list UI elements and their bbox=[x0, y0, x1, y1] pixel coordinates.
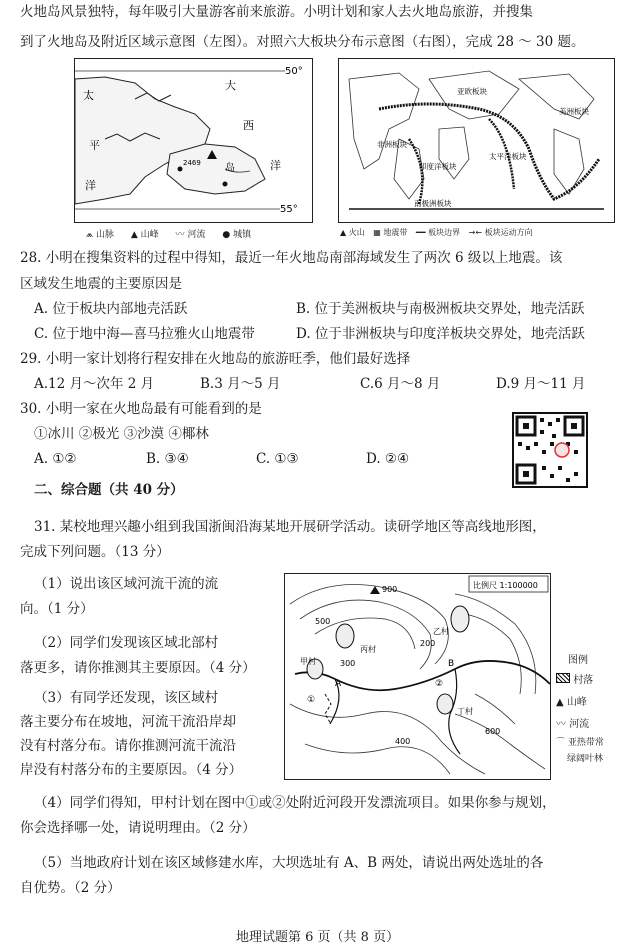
village-ding-label: 丁村 bbox=[457, 707, 473, 716]
qr-finder-bl-center bbox=[523, 471, 529, 477]
q31-part3-line-1: （3）有同学还发现，该区域村 bbox=[34, 690, 219, 706]
q31-part4-line-2: 你会选择哪一处，请说明理由。（2 分） bbox=[20, 820, 256, 836]
q30-stem: 30. 小明一家在火地岛最有可能看到的是 bbox=[20, 401, 262, 417]
qr-finder-tl-center bbox=[523, 423, 529, 429]
q30-option-a: A. ①② bbox=[34, 451, 77, 467]
indian-plate-label: 印度洋板块 bbox=[419, 162, 457, 171]
contour-line bbox=[475, 694, 515, 724]
q31-stem-line-2: 完成下列问题。（13 分） bbox=[20, 544, 170, 560]
q30-option-c: C. ①③ bbox=[256, 451, 299, 467]
forest-legend-icon: ⌒ bbox=[556, 738, 566, 748]
atlantic-label-2: 西 bbox=[243, 119, 254, 132]
intro-line-1: 火地岛风景独特，每年吸引大量游客前来旅游。小明计划和家人去火地岛旅游，并搜集 bbox=[20, 4, 533, 20]
village-yi-label: 乙村 bbox=[433, 627, 449, 636]
qr-center-badge bbox=[555, 443, 569, 457]
plates-map bbox=[338, 58, 615, 223]
village-bing bbox=[336, 624, 354, 648]
main-river bbox=[295, 661, 550, 690]
contour-900-label: 900 bbox=[382, 585, 398, 594]
contour-line bbox=[305, 744, 450, 774]
legend-mountain: 山脉 bbox=[95, 230, 114, 240]
legend-forest-2: 绿阔叶林 bbox=[567, 754, 604, 764]
qr-module bbox=[550, 442, 554, 446]
q31-part2-line-2: 落更多，请你推测其主要原因。（4 分） bbox=[20, 660, 256, 676]
contour-line bbox=[455, 714, 545, 769]
q31-part5-line-2: 自优势。（2 分） bbox=[20, 880, 121, 896]
river-legend-icon: 〰 bbox=[175, 230, 185, 240]
peak-legend-icon: ▲ bbox=[130, 230, 138, 240]
village-legend-icon bbox=[556, 673, 570, 683]
pacific-plate-label: 太平洋板块 bbox=[489, 152, 527, 161]
village-bing-label: 丙村 bbox=[360, 645, 376, 654]
q30-items: ①冰川 ②极光 ③沙漠 ④椰林 bbox=[34, 426, 209, 442]
qr-module bbox=[540, 418, 544, 422]
contour-line bbox=[455, 594, 536, 694]
contour-map bbox=[284, 573, 551, 780]
antarctic-plate-label: 南极洲板块 bbox=[414, 199, 452, 208]
continent-outline-1 bbox=[349, 73, 419, 169]
q29-option-a: A.12 月～次年 2 月 bbox=[34, 376, 155, 392]
q31-part5-line-1: （5）当地政府计划在该区域修建水库，大坝选址有 A、B 两处，请说出两处选址的各 bbox=[34, 855, 544, 871]
america-plate-label: 美洲板块 bbox=[559, 107, 589, 116]
africa-plate-label: 非洲板块 bbox=[377, 140, 407, 149]
q29-option-d: D.9 月～11 月 bbox=[496, 376, 586, 392]
qr-module bbox=[542, 466, 546, 470]
dam-site-a-label: A bbox=[335, 679, 342, 689]
q31-part3-line-3: 没有村落分布。请你推测河流干流沿 bbox=[20, 738, 236, 754]
village-jia-label: 甲村 bbox=[300, 657, 316, 666]
river-legend-icon: 〰 bbox=[556, 719, 566, 730]
qr-module bbox=[542, 450, 546, 454]
legend-peak-row bbox=[556, 693, 587, 708]
town-dot bbox=[178, 167, 183, 172]
legend-village-row bbox=[556, 671, 593, 686]
q31-stem-line-1: 31. 某校地理兴趣小组到我国浙闽沿海某地开展研学活动。读研学地区等高线地形图， bbox=[34, 519, 546, 535]
contour-line bbox=[465, 614, 521, 694]
q30-option-d: D. ②④ bbox=[366, 451, 410, 467]
legend-village: 村落 bbox=[573, 675, 594, 686]
q28-stem-line-2: 区域发生地震的主要原因是 bbox=[20, 276, 182, 292]
contour-line bbox=[300, 600, 431, 669]
contour-map-svg bbox=[285, 574, 550, 779]
rafting-site-2-label: ② bbox=[435, 679, 444, 689]
q28-option-d: D. 位于非洲板块与印度洋板块交界处，地壳活跃 bbox=[296, 326, 585, 342]
legend-river: 河流 bbox=[187, 230, 206, 240]
legend-town: 城镇 bbox=[233, 230, 252, 240]
qr-finder-tr-center bbox=[571, 423, 577, 429]
lat-50-label: 50° bbox=[285, 66, 303, 77]
q30-option-b: B. ③④ bbox=[146, 451, 189, 467]
right-map-legend bbox=[340, 227, 533, 238]
q28-option-a: A. 位于板块内部地壳活跃 bbox=[34, 301, 188, 317]
qr-module bbox=[566, 478, 570, 482]
q29-stem: 29. 小明一家计划将行程安排在火地岛的旅游旺季，他们最好选择 bbox=[20, 351, 411, 367]
qr-module bbox=[552, 434, 556, 438]
q31-part1-line-1: （1）说出该区域河流干流的流 bbox=[34, 576, 219, 592]
left-map-legend bbox=[86, 227, 251, 240]
peak-elev-label: 2469 bbox=[183, 159, 201, 167]
motion-arrow-icon: →← bbox=[468, 228, 483, 237]
qr-module bbox=[548, 422, 552, 426]
scale-label: 比例尺 1:100000 bbox=[473, 581, 538, 590]
dam-site-b-label: B bbox=[448, 659, 455, 669]
tierra-del-fuego-map bbox=[74, 58, 313, 223]
pacific-label-2: 平 bbox=[89, 139, 100, 152]
q29-option-b: B.3 月～5 月 bbox=[200, 376, 281, 392]
contour-legend-title: 图例 bbox=[568, 655, 588, 666]
legend-peak: 山峰 bbox=[140, 230, 159, 240]
q31-part4-line-1: （4）同学们得知，甲村计划在图中①或②处附近河段开发漂流项目。如果你参与规划， bbox=[34, 795, 556, 811]
q31-part3-line-2: 落主要分布在坡地，河流干流沿岸却 bbox=[20, 714, 236, 730]
q28-option-b: B. 位于美洲板块与南极洲板块交界处，地壳活跃 bbox=[296, 301, 585, 317]
contour-500-label: 500 bbox=[315, 617, 331, 626]
village-yi bbox=[451, 606, 469, 632]
qr-module bbox=[558, 466, 562, 470]
pacific-label-3: 洋 bbox=[85, 179, 96, 192]
qr-module bbox=[550, 474, 554, 478]
legend-forest-1: 亚热带常 bbox=[567, 738, 604, 748]
dam-site-line bbox=[325, 694, 331, 724]
plate-boundary-2 bbox=[409, 139, 422, 204]
legend-volcano: 火山 bbox=[348, 228, 365, 237]
qr-module bbox=[574, 450, 578, 454]
contour-300-label: 300 bbox=[340, 659, 356, 668]
qr-module bbox=[534, 442, 538, 446]
peak-legend-icon: ▲ bbox=[556, 697, 564, 708]
contour-600-label: 600 bbox=[485, 727, 501, 736]
island-label: 岛 bbox=[225, 163, 235, 174]
boundary-icon: ━━ bbox=[415, 228, 426, 237]
qr-module bbox=[540, 430, 544, 434]
qr-module bbox=[526, 446, 530, 450]
town-legend-icon: ● bbox=[222, 230, 231, 240]
legend-forest-row bbox=[556, 737, 604, 749]
continent-outline-4 bbox=[439, 127, 469, 179]
q31-part3-line-4: 岸没有村落分布的主要原因。（4 分） bbox=[20, 762, 243, 778]
q28-stem-line-1: 28. 小明在搜集资料的过程中得知，最近一年火地岛南部海域发生了两次 6 级以上地震。该 bbox=[20, 250, 563, 266]
atlantic-label-1: 大 bbox=[225, 79, 236, 92]
legend-peak: 山峰 bbox=[566, 697, 587, 708]
q29-option-c: C.6 月～8 月 bbox=[360, 376, 441, 392]
plates-svg bbox=[339, 59, 614, 222]
q28-option-c: C. 位于地中海—喜马拉雅火山地震带 bbox=[34, 326, 255, 342]
page-footer: 地理试题第 6 页（共 8 页） bbox=[236, 930, 400, 945]
legend-river-row bbox=[556, 715, 589, 730]
section-2-title: 二、综合题（共 40 分） bbox=[34, 482, 184, 498]
contour-200-label: 200 bbox=[420, 639, 436, 648]
legend-motion: 板块运动方向 bbox=[484, 228, 533, 237]
q31-part2-line-1: （2）同学们发现该区域北部村 bbox=[34, 635, 219, 651]
mountain-icon: ⩕ bbox=[86, 230, 94, 240]
village-ding bbox=[437, 694, 453, 714]
qr-module bbox=[518, 442, 522, 446]
tierra-del-fuego-svg bbox=[75, 59, 312, 222]
legend-quake: 地震带 bbox=[383, 228, 408, 237]
q31-part1-line-2: 向。（1 分） bbox=[20, 601, 94, 617]
legend-boundary: 板块边界 bbox=[428, 228, 461, 237]
eurasia-plate-label: 亚欧板块 bbox=[457, 87, 487, 96]
contour-400-label: 400 bbox=[395, 737, 411, 746]
legend-river: 河流 bbox=[569, 719, 590, 730]
town-dot bbox=[223, 182, 228, 187]
pacific-label-1: 太 bbox=[83, 89, 94, 102]
qr-code[interactable] bbox=[512, 412, 588, 488]
qr-module bbox=[574, 472, 578, 476]
peak-icon bbox=[370, 586, 380, 594]
intro-line-2: 到了火地岛及附近区域示意图（左图）。对照六大板块分布示意图（右图），完成 28 ～ 30 题。 bbox=[20, 34, 585, 50]
volcano-icon: ▲ bbox=[340, 228, 347, 237]
atlantic-label-3: 洋 bbox=[270, 159, 281, 172]
lat-55-label: 55° bbox=[280, 204, 298, 215]
qr-module bbox=[556, 418, 560, 422]
rafting-site-1-label: ① bbox=[307, 695, 316, 705]
quake-icon: ▦ bbox=[373, 228, 381, 237]
qr-code-svg bbox=[514, 414, 586, 486]
